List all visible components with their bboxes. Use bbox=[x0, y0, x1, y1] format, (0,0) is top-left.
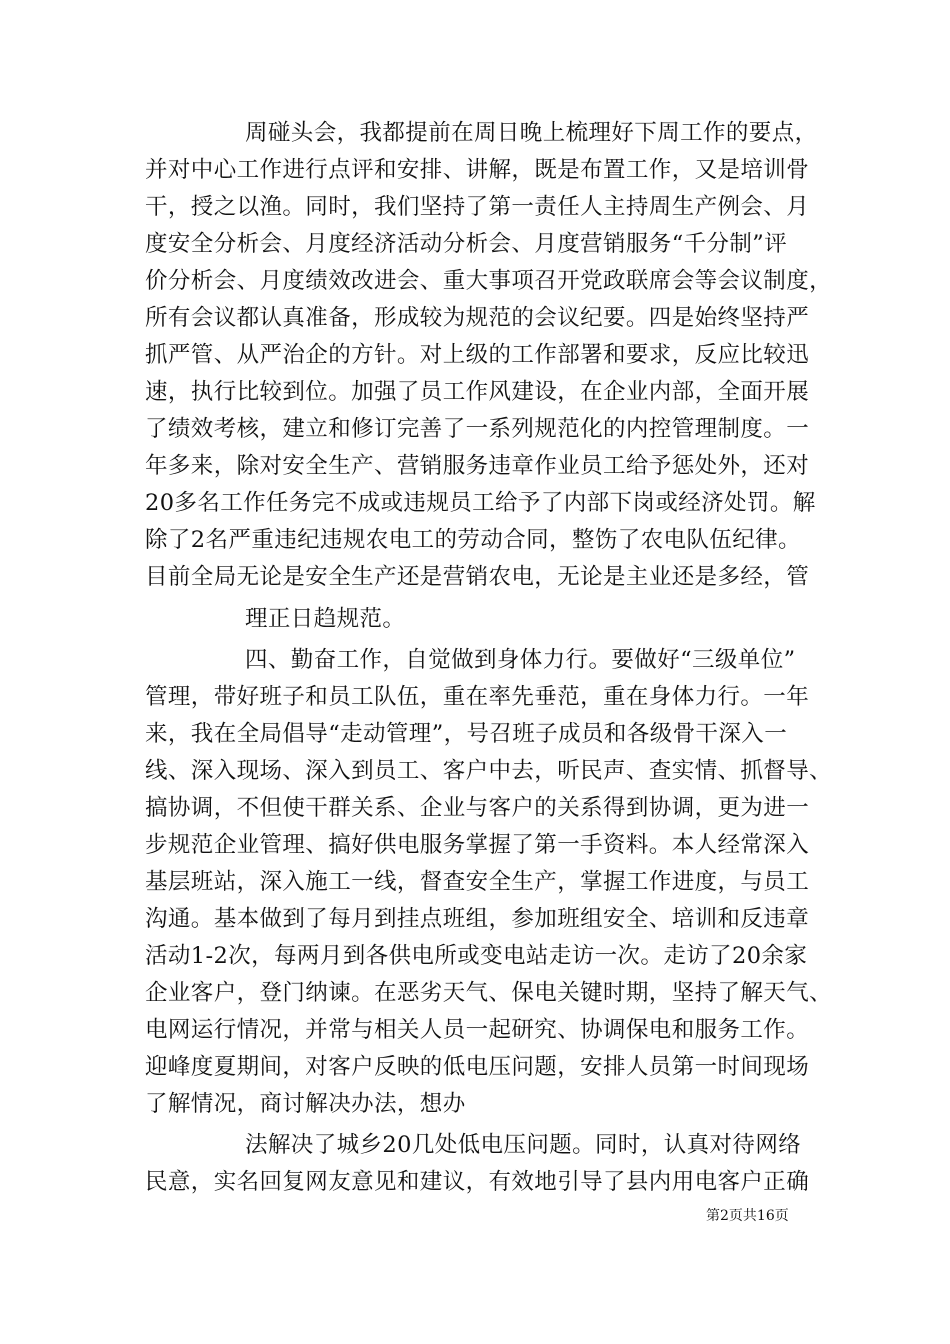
text-line: 目前全局无论是安全生产还是营销农电，无论是主业还是多经，管 bbox=[145, 564, 810, 590]
text-line: 企业客户，登门纳谏。在恶劣天气、保电关键时期，坚持了解天气、 bbox=[145, 980, 833, 1006]
text-line: 度安全分析会、月度经济活动分析会、月度营销服务“千分制”评 bbox=[145, 231, 788, 257]
text-line: 抓严管、从严治企的方针。对上级的工作部署和要求，反应比较迅 bbox=[145, 342, 810, 368]
text-line: 了绩效考核，建立和修订完善了一系列规范化的内控管理制度。一 bbox=[145, 416, 810, 442]
text-line: 周碰头会，我都提前在周日晚上梳理好下周工作的要点， bbox=[245, 120, 818, 146]
text-line: 年多来，除对安全生产、营销服务违章作业员工给予惩处外，还对 bbox=[145, 453, 810, 479]
text-line: 了解情况，商讨解决办法，想办 bbox=[145, 1091, 466, 1117]
text-line: 活动1-2次，每两月到各供电所或变电站走访一次。走访了20余家 bbox=[145, 943, 808, 969]
text-line: 管理，带好班子和员工队伍，重在率先垂范，重在身体力行。一年 bbox=[145, 684, 810, 710]
text-line: 价分析会、月度绩效改进会、重大事项召开党政联席会等会议制度， bbox=[145, 268, 833, 294]
text-line: 基层班站，深入施工一线，督查安全生产，掌握工作进度，与员工 bbox=[145, 869, 810, 895]
text-line: 电网运行情况，并常与相关人员一起研究、协调保电和服务工作。 bbox=[145, 1017, 810, 1043]
text-line: 四、勤奋工作，自觉做到身体力行。要做好“三级单位” bbox=[245, 647, 796, 673]
text-line: 民意，实名回复网友意见和建议，有效地引导了县内用电客户正确 bbox=[145, 1169, 810, 1195]
text-line: 干，授之以渔。同时，我们坚持了第一责任人主持周生产例会、月 bbox=[145, 194, 810, 220]
text-line: 搞协调，不但使干群关系、企业与客户的关系得到协调，更为进一 bbox=[145, 795, 810, 821]
text-line: 沟通。基本做到了每月到挂点班组，参加班组安全、培训和反违章 bbox=[145, 906, 810, 932]
text-line: 所有会议都认真准备，形成较为规范的会议纪要。四是始终坚持严 bbox=[145, 305, 810, 331]
page-number-footer: 第2页共16页 bbox=[706, 1208, 789, 1224]
text-line: 步规范企业管理、搞好供电服务掌握了第一手资料。本人经常深入 bbox=[145, 832, 810, 858]
text-line: 并对中心工作进行点评和安排、讲解，既是布置工作，又是培训骨 bbox=[145, 157, 810, 183]
text-line: 理正日趋规范。 bbox=[245, 606, 406, 632]
text-line: 迎峰度夏期间，对客户反映的低电压问题，安排人员第一时间现场 bbox=[145, 1054, 810, 1080]
text-line: 除了2名严重违纪违规农电工的劳动合同，整饬了农电队伍纪律。 bbox=[145, 527, 801, 553]
text-line: 来，我在全局倡导“走动管理”，号召班子成员和各级骨干深入一 bbox=[145, 721, 788, 747]
text-line: 线、深入现场、深入到员工、客户中去，听民声、查实情、抓督导、 bbox=[145, 758, 833, 784]
text-line: 速，执行比较到位。加强了员工作风建设，在企业内部，全面开展 bbox=[145, 379, 810, 405]
text-line: 20多名工作任务完不成或违规员工给予了内部下岗或经济处罚。解 bbox=[145, 490, 816, 516]
text-line: 法解决了城乡20几处低电压问题。同时，认真对待网络 bbox=[245, 1132, 802, 1158]
